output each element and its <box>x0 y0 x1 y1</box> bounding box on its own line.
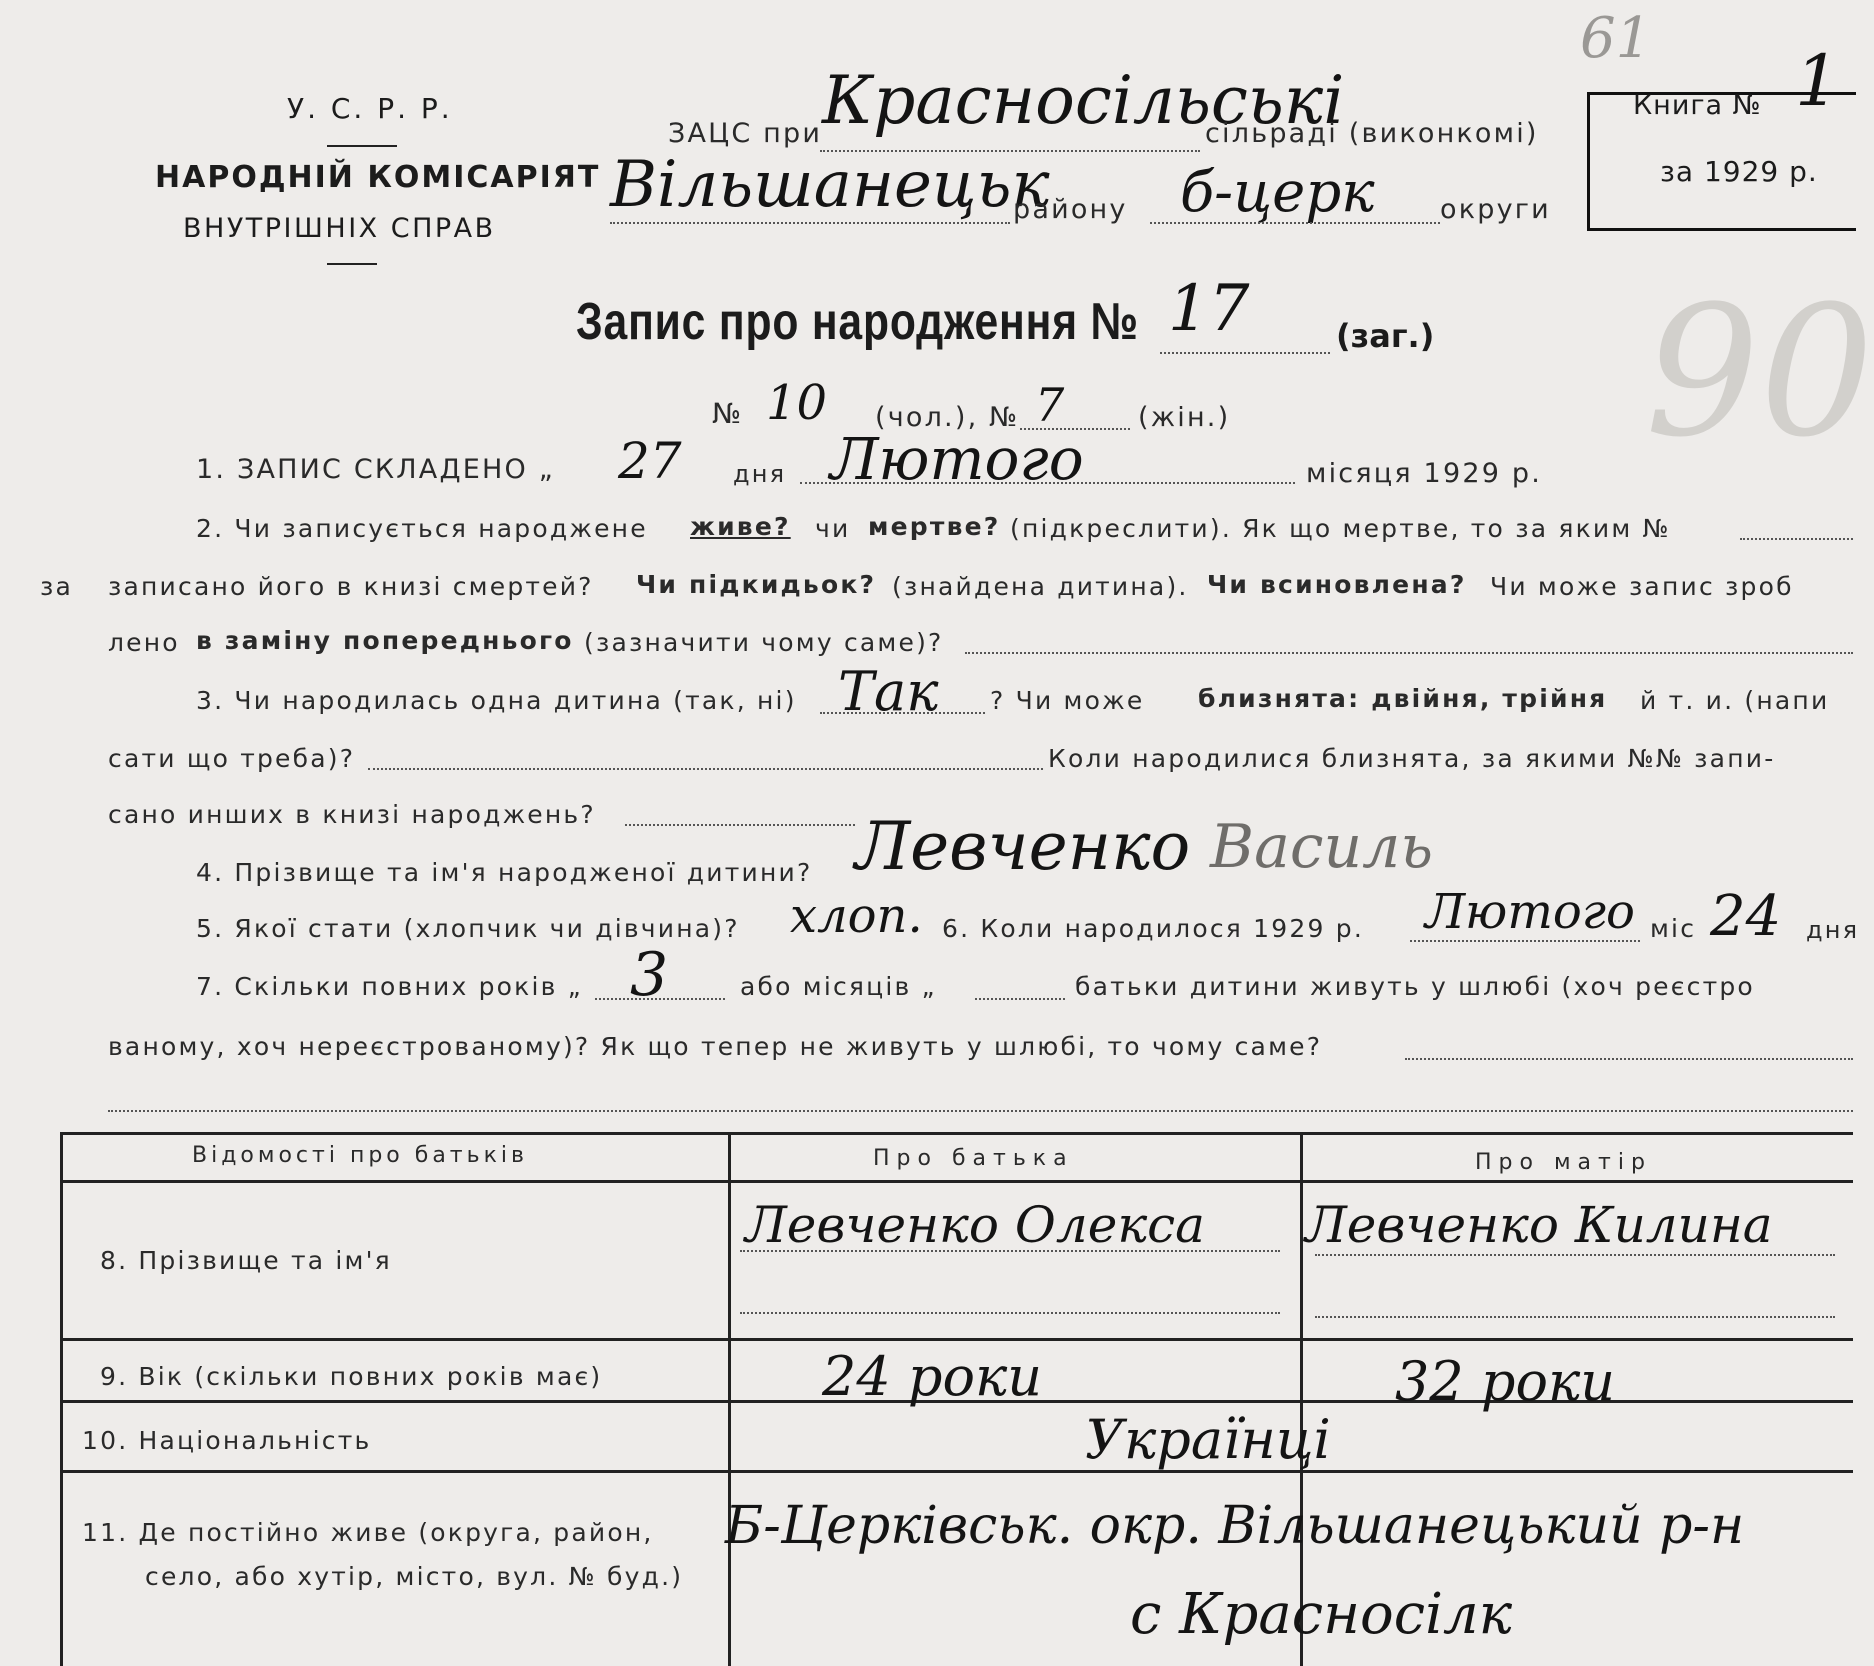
row9-label: 9. Вік (скільки повних років має) <box>100 1362 603 1391</box>
item2-replacement: в заміну попереднього <box>196 626 574 655</box>
nationality: Українці <box>1085 1408 1331 1471</box>
faint-seal-mark: 90 <box>1645 268 1874 477</box>
zags-suffix: сільраді (виконкомі) <box>1205 118 1539 149</box>
okrug-handwritten: б-церк <box>1180 160 1375 225</box>
item2-line2-a: записано його в книзі смертей? <box>108 572 594 601</box>
item2-foundling: Чи підкидьок? <box>636 570 877 599</box>
table-left-border <box>60 1132 63 1666</box>
item7-mid: або місяців „ <box>740 972 937 1001</box>
item3-line1-a: 3. Чи народилась одна дитина (так, ні) <box>196 686 797 715</box>
item3-twins-dots <box>368 768 1043 770</box>
item3-answer-dots <box>820 712 985 714</box>
item2-alive-option: живе? <box>690 512 791 541</box>
birth-month-label: міс <box>1650 914 1697 943</box>
male-label: (чол.), № <box>875 402 1020 433</box>
male-no-prefix: № <box>712 397 744 430</box>
item6-label: 6. Коли народилося 1929 р. <box>942 914 1364 943</box>
record-number: 17 <box>1168 272 1250 346</box>
record-number-dots <box>1160 352 1330 354</box>
item2-adopted: Чи всиновлена? <box>1207 570 1467 599</box>
item7-line2: ваному, хоч нереєстрованому)? Як що тепер не живуть у шлюбі, то чому саме? <box>108 1032 1323 1061</box>
item1-label: 1. ЗАПИС СКЛАДЕНО „ <box>196 454 555 485</box>
item2-line2-b: (знайдена дитина). <box>892 572 1189 601</box>
item2-line1-rest: (підкреслити). Як що мертве, то за яким № <box>1010 514 1671 543</box>
birth-day-label: дня <box>1806 916 1860 944</box>
marriage-years: 3 <box>630 940 669 1010</box>
table-header-father: Про батька <box>873 1146 1074 1171</box>
item4-label: 4. Прізвище та ім'я народженої дитини? <box>196 858 813 887</box>
birth-day: 24 <box>1710 884 1782 949</box>
item5-label: 5. Якої стати (хлопчик чи дівчина)? <box>196 914 740 943</box>
commissariat-line-1: НАРОДНІЙ КОМІСАРІЯТ <box>155 160 601 195</box>
header-rule-1 <box>327 145 397 147</box>
table-col1-border <box>728 1132 731 1666</box>
item2-death-no-dots <box>1740 538 1853 540</box>
male-number: 10 <box>766 375 828 431</box>
item1-month-dots <box>800 482 1295 484</box>
row11-label-line1: 11. Де постійно живе (округа, район, <box>82 1518 654 1547</box>
father-name-dots-1 <box>740 1250 1280 1252</box>
birth-month: Лютого <box>1425 884 1635 940</box>
item1-day-label: дня <box>733 460 787 488</box>
child-name: Василь <box>1210 812 1433 882</box>
item2-line2-c: Чи може запис зроб <box>1490 572 1794 601</box>
item2-dead-option: мертве? <box>868 512 1001 541</box>
item3-line3: сано инших в книзі народжень? <box>108 800 596 829</box>
item2-line3-b: (зазначити чому саме)? <box>584 628 944 657</box>
corner-mark: 61 <box>1580 6 1652 71</box>
commissariat-line-2: ВНУТРІШНІХ СПРАВ <box>183 213 496 244</box>
book-label: Книга № <box>1633 90 1762 121</box>
female-label: (жін.) <box>1138 402 1231 433</box>
item3-line2-b: Коли народилися близнята, за якими №№ запи- <box>1048 744 1776 773</box>
female-number: 7 <box>1035 378 1065 432</box>
book-year: за 1929 р. <box>1660 155 1818 188</box>
table-header-mother: Про матір <box>1475 1150 1652 1175</box>
item1-month-label: місяця 1929 р. <box>1306 458 1542 489</box>
mother-name-dots-1 <box>1315 1254 1835 1256</box>
okrug-dots <box>1150 222 1440 224</box>
mother-name: Левченко Килина <box>1305 1196 1773 1254</box>
item2-or: чи <box>815 514 851 543</box>
table-header-parents: Відомості про батьків <box>192 1143 528 1168</box>
row10-label: 10. Національність <box>82 1426 372 1455</box>
item7-label: 7. Скільки повних років „ <box>196 972 583 1001</box>
row8-border <box>62 1338 1853 1341</box>
marriage-years-dots <box>595 998 725 1000</box>
father-name-dots-2 <box>740 1312 1280 1314</box>
item3-twins: близнята: двійня, трійня <box>1198 684 1608 713</box>
row11-label-line2: село, або хутір, місто, вул. № буд.) <box>145 1562 684 1591</box>
record-title: Запис про народження № <box>576 293 1139 351</box>
table-header-border <box>62 1180 1853 1183</box>
zags-village-handwritten: Красносільські <box>822 62 1345 139</box>
father-name: Левченко Олекса <box>745 1196 1205 1254</box>
item2-reason-dots <box>965 652 1853 654</box>
item1-day: 27 <box>618 432 682 490</box>
residence-line1: Б-Церківськ. окр. Вільшанецький р-н <box>725 1496 1745 1556</box>
item1-month: Лютого <box>830 425 1084 493</box>
item7-reason-dots-2 <box>108 1110 1853 1112</box>
item3-line2-a: сати що треба)? <box>108 744 356 773</box>
record-general-label: (заг.) <box>1336 317 1435 355</box>
table-top-border <box>62 1132 1853 1135</box>
row10-border <box>62 1470 1853 1473</box>
book-number: 1 <box>1795 40 1840 122</box>
item2-line3-a: лено <box>108 628 180 657</box>
item3-numbers-dots <box>625 824 855 826</box>
item7-reason-dots <box>1405 1058 1853 1060</box>
row8-label: 8. Прізвище та ім'я <box>100 1246 392 1275</box>
marriage-months-dots <box>975 998 1065 1000</box>
child-sex: хлоп. <box>790 888 923 944</box>
father-age: 24 роки <box>822 1345 1042 1408</box>
header-rule-2 <box>327 263 377 265</box>
district-handwritten: Вільшанецьк <box>610 148 1050 222</box>
okrug-label: округи <box>1440 194 1551 225</box>
item3-line1-b: ? Чи може <box>990 686 1145 715</box>
item2-line1: 2. Чи записується народжене <box>196 514 648 543</box>
residence-line2: с Красносілк <box>1130 1582 1513 1647</box>
district-label: району <box>1013 194 1128 225</box>
zags-prefix: ЗАЦС при <box>668 118 823 149</box>
item3-answer: Так <box>838 660 939 723</box>
item7-rest: батьки дитини живуть у шлюбі (хоч реєстро <box>1075 972 1755 1001</box>
mother-name-dots-2 <box>1315 1316 1835 1318</box>
mother-age: 32 роки <box>1395 1350 1615 1413</box>
birth-month-dots <box>1410 940 1640 942</box>
state-abbreviation: У. С. Р. Р. <box>287 92 453 125</box>
item2-margin-note: за <box>40 572 74 601</box>
child-surname: Левченко <box>855 808 1191 885</box>
item3-line1-c: й т. и. (напи <box>1640 686 1830 715</box>
district-dots <box>610 222 1010 224</box>
